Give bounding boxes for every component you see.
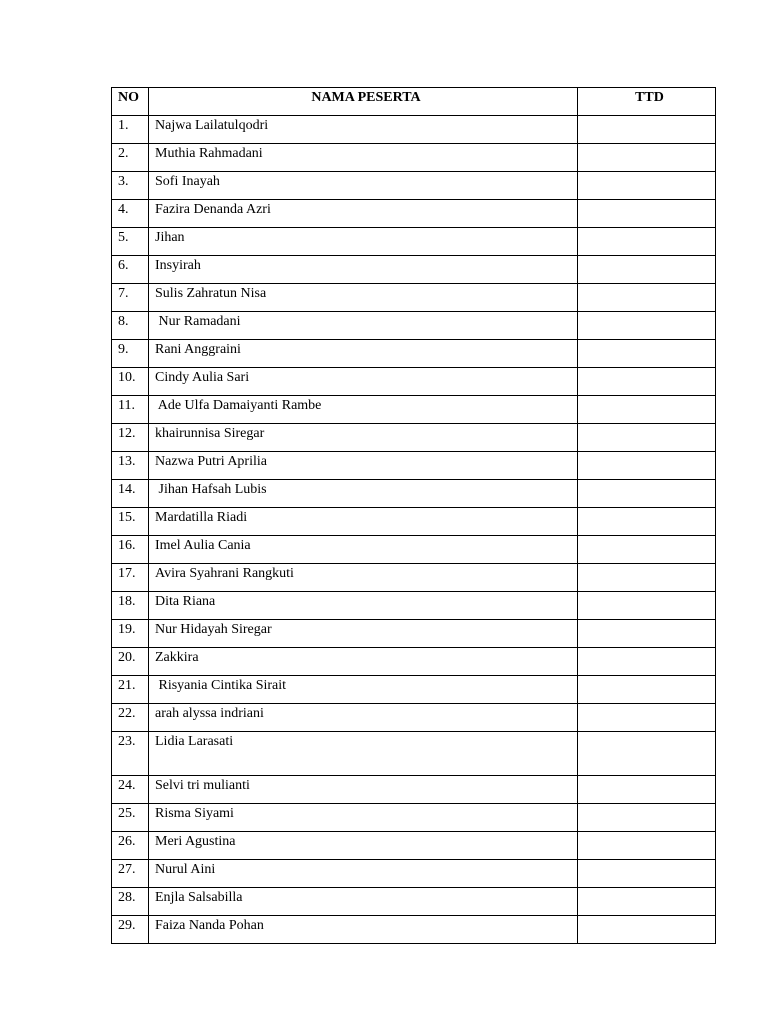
participant-name: Imel Aulia Cania [149,536,578,564]
table-row [112,648,716,676]
signature-cell [578,648,716,676]
table-row [112,228,716,256]
signature-cell [578,116,716,144]
signature-cell [578,256,716,284]
table-row [112,804,716,832]
signature-cell [578,172,716,200]
signature-cell [578,916,716,944]
participant-name: Risma Siyami [149,804,578,832]
signature-cell [578,536,716,564]
participant-name: Najwa Lailatulqodri [149,116,578,144]
table-row [112,200,716,228]
table-row [112,172,716,200]
row-number: 10. [112,368,149,396]
table-row [112,564,716,592]
signature-cell [578,732,716,776]
row-number: 14. [112,480,149,508]
signature-cell [578,312,716,340]
table-row [112,144,716,172]
participant-name: Selvi tri mulianti [149,776,578,804]
table-row [112,620,716,648]
signature-cell [578,592,716,620]
row-number: 6. [112,256,149,284]
table-row [112,536,716,564]
row-number: 24. [112,776,149,804]
row-number: 27. [112,860,149,888]
table-row [112,340,716,368]
signature-cell [578,508,716,536]
table-row [112,116,716,144]
row-number: 19. [112,620,149,648]
participant-name: Enjla Salsabilla [149,888,578,916]
signature-cell [578,620,716,648]
row-number: 16. [112,536,149,564]
participant-name: Nazwa Putri Aprilia [149,452,578,480]
participant-name: Zakkira [149,648,578,676]
participant-name: Jihan [149,228,578,256]
participant-name: Dita Riana [149,592,578,620]
signature-cell [578,860,716,888]
table-row [112,676,716,704]
participant-name: Ade Ulfa Damaiyanti Rambe [149,396,578,424]
table-row [112,312,716,340]
row-number: 9. [112,340,149,368]
participant-name: arah alyssa indriani [149,704,578,732]
row-number: 28. [112,888,149,916]
row-number: 7. [112,284,149,312]
row-number: 15. [112,508,149,536]
row-number: 17. [112,564,149,592]
table-row [112,916,716,944]
row-number: 18. [112,592,149,620]
row-number: 11. [112,396,149,424]
participant-name: Nurul Aini [149,860,578,888]
table-row [112,396,716,424]
participant-name: Nur Hidayah Siregar [149,620,578,648]
participant-name: Mardatilla Riadi [149,508,578,536]
participant-name: Sulis Zahratun Nisa [149,284,578,312]
signature-cell [578,832,716,860]
signature-cell [578,144,716,172]
table-row [112,424,716,452]
table-row [112,284,716,312]
participant-name: Nur Ramadani [149,312,578,340]
participant-name: Insyirah [149,256,578,284]
table-row [112,592,716,620]
header-signature: TTD [578,88,716,116]
participant-name: Jihan Hafsah Lubis [149,480,578,508]
table-body [112,116,716,944]
table-row [112,508,716,536]
signature-cell [578,804,716,832]
signature-cell [578,228,716,256]
signature-cell [578,676,716,704]
row-number: 2. [112,144,149,172]
participant-name: Faiza Nanda Pohan [149,916,578,944]
participant-name: Rani Anggraini [149,340,578,368]
signature-cell [578,704,716,732]
table-row [112,480,716,508]
table-row [112,368,716,396]
table-header-row [112,88,716,116]
participant-name: khairunnisa Siregar [149,424,578,452]
participant-name: Muthia Rahmadani [149,144,578,172]
row-number: 1. [112,116,149,144]
row-number: 8. [112,312,149,340]
signature-cell [578,368,716,396]
row-number: 25. [112,804,149,832]
participant-name: Cindy Aulia Sari [149,368,578,396]
participant-name: Sofi Inayah [149,172,578,200]
signature-cell [578,452,716,480]
row-number: 21. [112,676,149,704]
signature-cell [578,284,716,312]
table-row [112,888,716,916]
row-number: 26. [112,832,149,860]
table-row [112,256,716,284]
signature-cell [578,564,716,592]
row-number: 5. [112,228,149,256]
header-no: NO [112,88,149,116]
signature-cell [578,200,716,228]
signature-cell [578,480,716,508]
table-row [112,832,716,860]
participant-name: Meri Agustina [149,832,578,860]
participant-name: Avira Syahrani Rangkuti [149,564,578,592]
row-number: 12. [112,424,149,452]
participant-name: Risyania Cintika Sirait [149,676,578,704]
table-row [112,452,716,480]
participant-name: Fazira Denanda Azri [149,200,578,228]
attendance-table [111,87,716,944]
table-row [112,860,716,888]
table-row [112,776,716,804]
header-participant-name: NAMA PESERTA [149,88,578,116]
signature-cell [578,776,716,804]
row-number: 4. [112,200,149,228]
row-number: 13. [112,452,149,480]
table-row [112,704,716,732]
signature-cell [578,396,716,424]
signature-cell [578,888,716,916]
signature-cell [578,340,716,368]
table-row [112,732,716,776]
row-number: 20. [112,648,149,676]
row-number: 3. [112,172,149,200]
signature-cell [578,424,716,452]
row-number: 22. [112,704,149,732]
participant-name: Lidia Larasati [149,732,578,776]
row-number: 29. [112,916,149,944]
row-number: 23. [112,732,149,776]
